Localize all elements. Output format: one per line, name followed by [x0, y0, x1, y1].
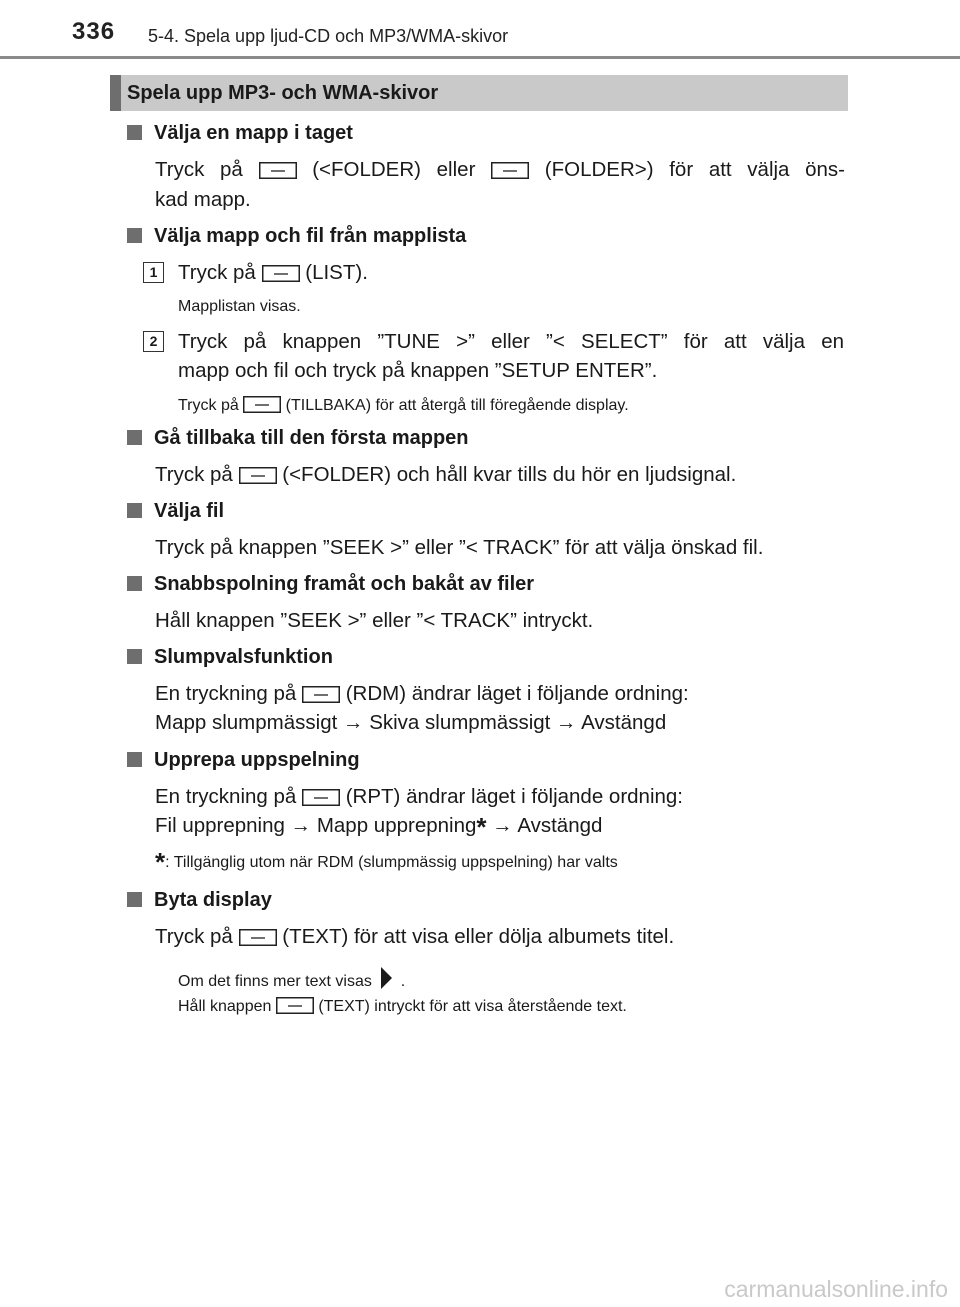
header-divider: [0, 56, 960, 59]
s6-sequence: [155, 708, 845, 737]
step-number-2: 2: [143, 331, 164, 352]
heading-slumpval: [127, 645, 333, 669]
folder-next-button-icon: [491, 162, 529, 179]
text-run: .: [400, 973, 406, 990]
s7-line1: [155, 782, 845, 811]
folder-back-button-icon: [239, 467, 277, 484]
arrow-right-icon: →: [556, 711, 577, 734]
square-bullet-icon: [127, 125, 142, 140]
heading-text: Slumpvalsfunktion: [154, 646, 333, 668]
square-bullet-icon: [127, 649, 142, 664]
heading-text: Välja mapp och fil från mapplista: [154, 225, 467, 247]
more-text-triangle-icon: [376, 965, 396, 998]
text-run: En tryckning på: [155, 785, 297, 808]
section-title-bar: [110, 75, 848, 111]
square-bullet-icon: [127, 752, 142, 767]
chapter-title: 5-4. Spela upp ljud-CD och MP3/WMA-skivor: [148, 26, 509, 46]
step2-line2: mapp och fil och tryck på knappen ”SETUP ENTER”.: [178, 359, 658, 382]
text-button-icon: [276, 997, 314, 1014]
square-bullet-icon: [127, 228, 142, 243]
text-run: Avstängd: [517, 814, 603, 837]
arrow-right-icon: →: [290, 814, 312, 837]
step2-line1: Tryck på knappen ”TUNE >” eller ”< SELECT” för att välja en: [178, 330, 844, 353]
text-run: (<FOLDER) eller: [312, 158, 476, 181]
page-header: [0, 0, 960, 58]
s8-text: [155, 922, 845, 951]
text-run: Avstängd: [581, 711, 667, 734]
text-run: (RDM) ändrar läget i följande ordning:: [345, 682, 689, 705]
heading-valja-fil: [127, 499, 224, 523]
step-number-1: 1: [143, 262, 164, 283]
watermark: carmanualsonline.info: [724, 1276, 948, 1302]
s6-line1: [155, 679, 845, 708]
square-bullet-icon: [127, 892, 142, 907]
text-run: (TILLBAKA) för att återgå till föregående display.: [285, 397, 629, 414]
s5-text: Håll knappen ”SEEK >” eller ”< TRACK” intryckt.: [155, 609, 594, 632]
step1-text: [178, 258, 868, 287]
s8-note1: [178, 965, 405, 998]
text-run: (TEXT) för att visa eller dölja albumets titel.: [282, 925, 675, 948]
text-run: : Tillgänglig utom när RDM (slumpmässig uppspelning) har valts: [165, 854, 618, 871]
text-run: Tryck på: [155, 925, 233, 948]
s4-text: Tryck på knappen ”SEEK >” eller ”< TRACK” för att välja önskad fil.: [155, 536, 764, 559]
text-run: Mapp upprepning: [316, 814, 477, 837]
step1-note: Mapplistan visas.: [178, 298, 301, 315]
text-run: (<FOLDER) och håll kvar tills du hör en ljudsignal.: [282, 463, 737, 486]
arrow-right-icon: →: [343, 711, 364, 734]
text-run: Tryck på: [178, 261, 256, 284]
text-run: (FOLDER>) för att välja öns-: [544, 158, 846, 181]
s1-line2: kad mapp.: [155, 188, 251, 211]
square-bullet-icon: [127, 576, 142, 591]
s7-footnote: [155, 847, 618, 877]
heading-upprepa: [127, 748, 360, 772]
heading-text: Upprepa uppspelning: [154, 749, 360, 771]
heading-mapplista: [127, 224, 466, 248]
text-run: En tryckning på: [155, 682, 297, 705]
heading-snabbspolning: [127, 572, 534, 596]
text-run: Fil upprepning: [155, 814, 285, 837]
text-run: Om det finns mer text visas: [178, 973, 372, 990]
heading-text: Välja en mapp i taget: [154, 122, 353, 144]
s7-sequence: [155, 811, 845, 840]
heading-text: Byta display: [154, 889, 272, 911]
page-number: 336: [72, 18, 116, 45]
text-run: (LIST).: [305, 261, 368, 284]
square-bullet-icon: [127, 503, 142, 518]
folder-back-button-icon: [259, 162, 297, 179]
heading-text: Snabbspolning framåt och bakåt av filer: [154, 573, 535, 595]
heading-text: Välja fil: [154, 500, 225, 522]
s1-line1: [155, 155, 845, 184]
square-bullet-icon: [127, 430, 142, 445]
rdm-button-icon: [302, 686, 340, 703]
s3-text: [155, 460, 845, 489]
list-button-icon: [262, 265, 300, 282]
section-title: Spela upp MP3- och WMA-skivor: [127, 82, 439, 104]
back-button-icon: [243, 396, 281, 413]
text-run: Håll knappen: [178, 998, 272, 1015]
heading-byta-display: [127, 888, 272, 912]
footnote-asterisk: *: [476, 812, 487, 842]
step2-note: [178, 395, 629, 417]
text-run: Tryck på: [178, 397, 239, 414]
heading-forsta-mappen: [127, 426, 469, 450]
heading-valja-mapp: [127, 121, 353, 145]
s8-note2: [178, 996, 627, 1018]
footnote-asterisk: *: [155, 847, 166, 877]
heading-text: Gå tillbaka till den första mappen: [154, 427, 469, 449]
section-bar-accent: [110, 75, 121, 111]
text-run: Tryck på: [155, 463, 233, 486]
text-button-icon: [239, 929, 277, 946]
text-run: Mapp slumpmässigt: [155, 711, 338, 734]
text-run: (RPT) ändrar läget i följande ordning:: [345, 785, 684, 808]
text-run: Skiva slumpmässigt: [369, 711, 551, 734]
rpt-button-icon: [302, 789, 340, 806]
text-run: Tryck på: [155, 158, 243, 181]
arrow-right-icon: →: [492, 814, 513, 837]
text-run: (TEXT) intryckt för att visa återstående text.: [318, 998, 627, 1015]
